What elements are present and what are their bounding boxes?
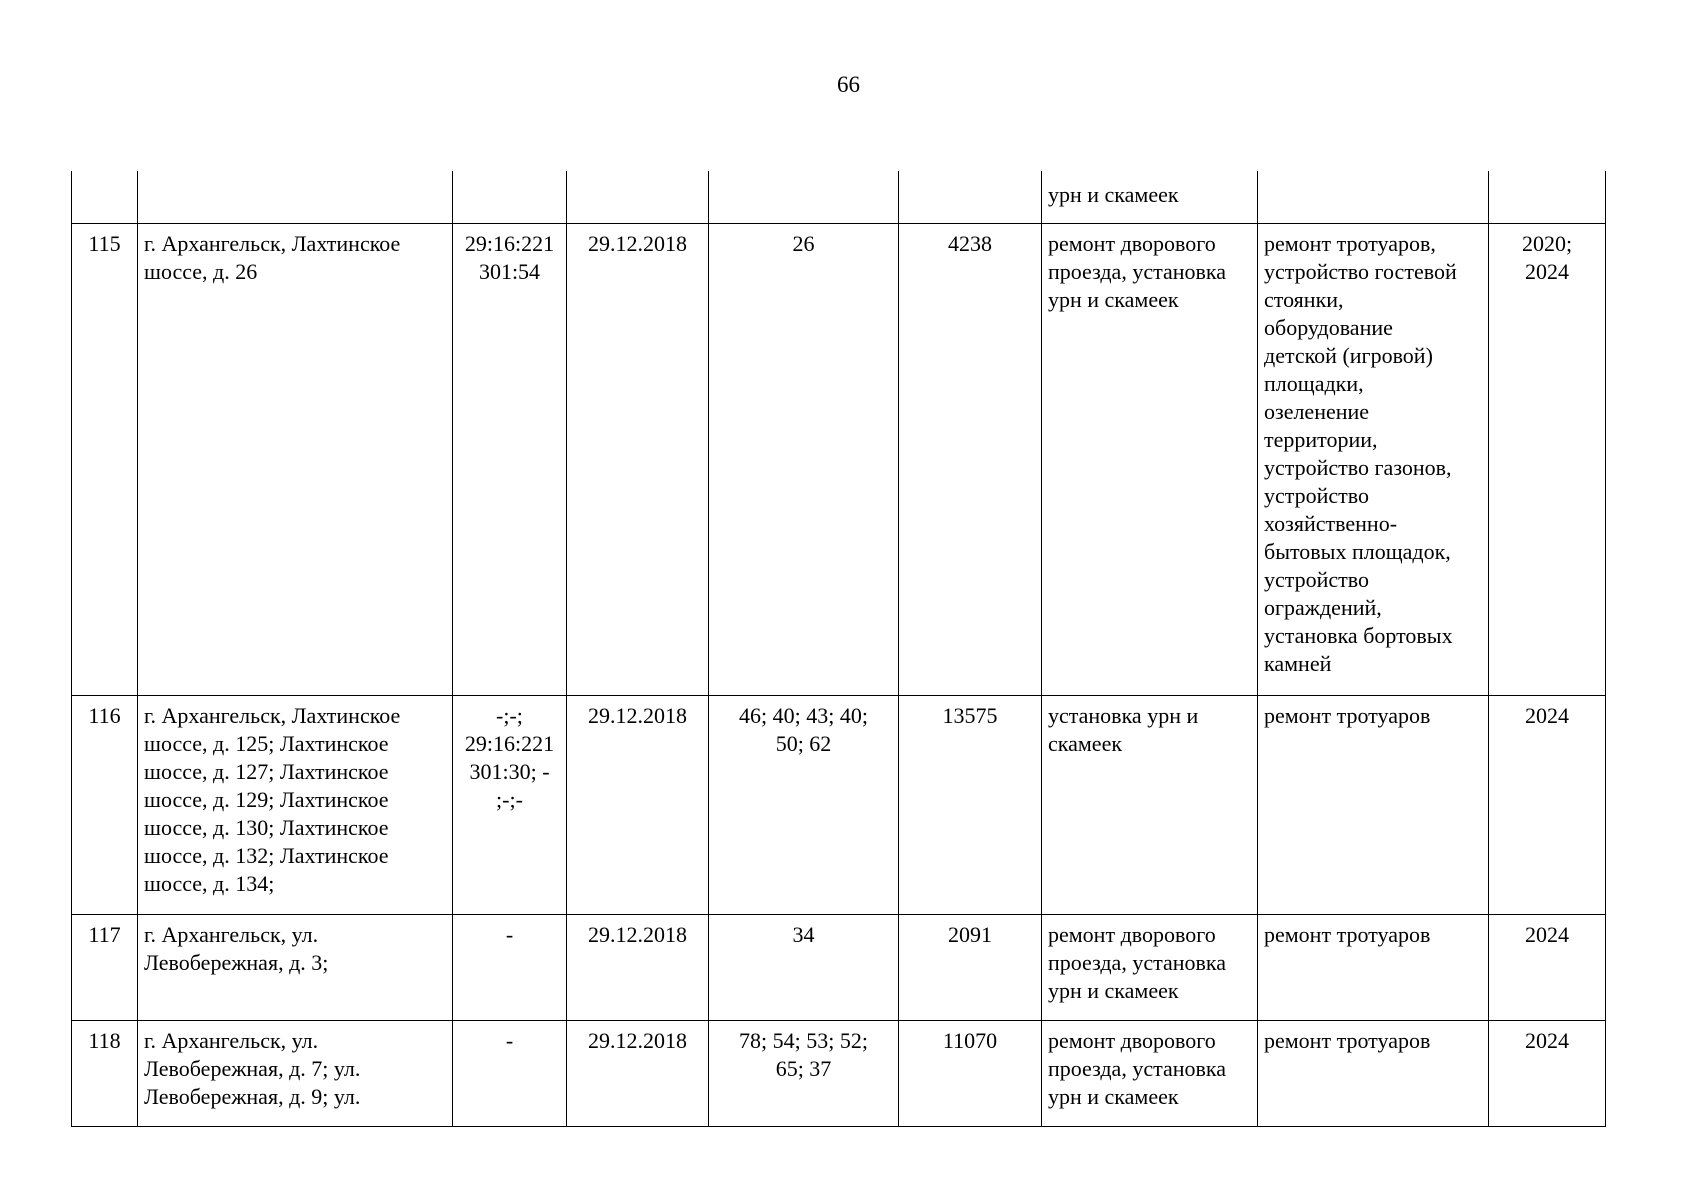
table-row	[72, 914, 1606, 1020]
address-cell: г. Архангельск, Лахтинское шоссе, д. 26	[138, 223, 453, 695]
cadastral-number-cell: -	[453, 1020, 567, 1126]
additional-works-cell	[1258, 171, 1489, 223]
additional-works-cell: ремонт тротуаров	[1258, 1020, 1489, 1126]
address-cell	[138, 171, 453, 223]
year-cell: 2024	[1489, 1020, 1606, 1126]
row-number: 118	[72, 1020, 138, 1126]
year-cell: 2024	[1489, 695, 1606, 914]
date-cell: 29.12.2018	[567, 223, 709, 695]
table-row	[72, 1020, 1606, 1126]
date-cell	[567, 171, 709, 223]
minimal-works-cell: ремонт дворового проезда, установка урн и скамеек	[1042, 223, 1258, 695]
area-cell	[899, 171, 1042, 223]
address-cell: г. Архангельск, ул. Левобережная, д. 3;	[138, 914, 453, 1020]
population-cell	[709, 171, 899, 223]
cadastral-number-cell: -	[453, 914, 567, 1020]
area-cell: 2091	[899, 914, 1042, 1020]
address-cell: г. Архангельск, ул. Левобережная, д. 7; ул. Левобережная, д. 9; ул.	[138, 1020, 453, 1126]
additional-works-cell: ремонт тротуаров	[1258, 695, 1489, 914]
population-cell: 46; 40; 43; 40; 50; 62	[709, 695, 899, 914]
row-number: 115	[72, 223, 138, 695]
date-cell: 29.12.2018	[567, 914, 709, 1020]
territory-table	[71, 171, 1606, 1127]
year-cell: 2020; 2024	[1489, 223, 1606, 695]
row-number	[72, 171, 138, 223]
row-number: 116	[72, 695, 138, 914]
row-number: 117	[72, 914, 138, 1020]
table-row	[72, 171, 1606, 223]
cadastral-number-cell: 29:16:221 301:54	[453, 223, 567, 695]
area-cell: 11070	[899, 1020, 1042, 1126]
minimal-works-cell: установка урн и скамеек	[1042, 695, 1258, 914]
minimal-works-cell: урн и скамеек	[1042, 171, 1258, 223]
table-row	[72, 223, 1606, 695]
population-cell: 26	[709, 223, 899, 695]
population-cell: 78; 54; 53; 52; 65; 37	[709, 1020, 899, 1126]
minimal-works-cell: ремонт дворового проезда, установка урн и скамеек	[1042, 914, 1258, 1020]
date-cell: 29.12.2018	[567, 695, 709, 914]
cadastral-number-cell	[453, 171, 567, 223]
year-cell	[1489, 171, 1606, 223]
table-row	[72, 695, 1606, 914]
minimal-works-cell: ремонт дворового проезда, установка урн и скамеек	[1042, 1020, 1258, 1126]
address-cell: г. Архангельск, Лахтинское шоссе, д. 125; Лахтинское шоссе, д. 127; Лахтинское шоссе, д. 129; Лахтинское шоссе, д. 130; Лахтинское шоссе, д. 132; Лахтинское шоссе, д. 134;	[138, 695, 453, 914]
cadastral-number-cell: -;-; 29:16:221 301:30; - ;-;-	[453, 695, 567, 914]
page-number: 66	[837, 72, 860, 97]
additional-works-cell: ремонт тротуаров, устройство гостевой стоянки, оборудование детской (игровой) площадки, озеленение территории, устройство газонов, устройство хозяйственно- бытовых площадок, устройство ограждений, установка бортовых камней	[1258, 223, 1489, 695]
year-cell: 2024	[1489, 914, 1606, 1020]
area-cell: 13575	[899, 695, 1042, 914]
area-cell: 4238	[899, 223, 1042, 695]
additional-works-cell: ремонт тротуаров	[1258, 914, 1489, 1020]
population-cell: 34	[709, 914, 899, 1020]
date-cell: 29.12.2018	[567, 1020, 709, 1126]
